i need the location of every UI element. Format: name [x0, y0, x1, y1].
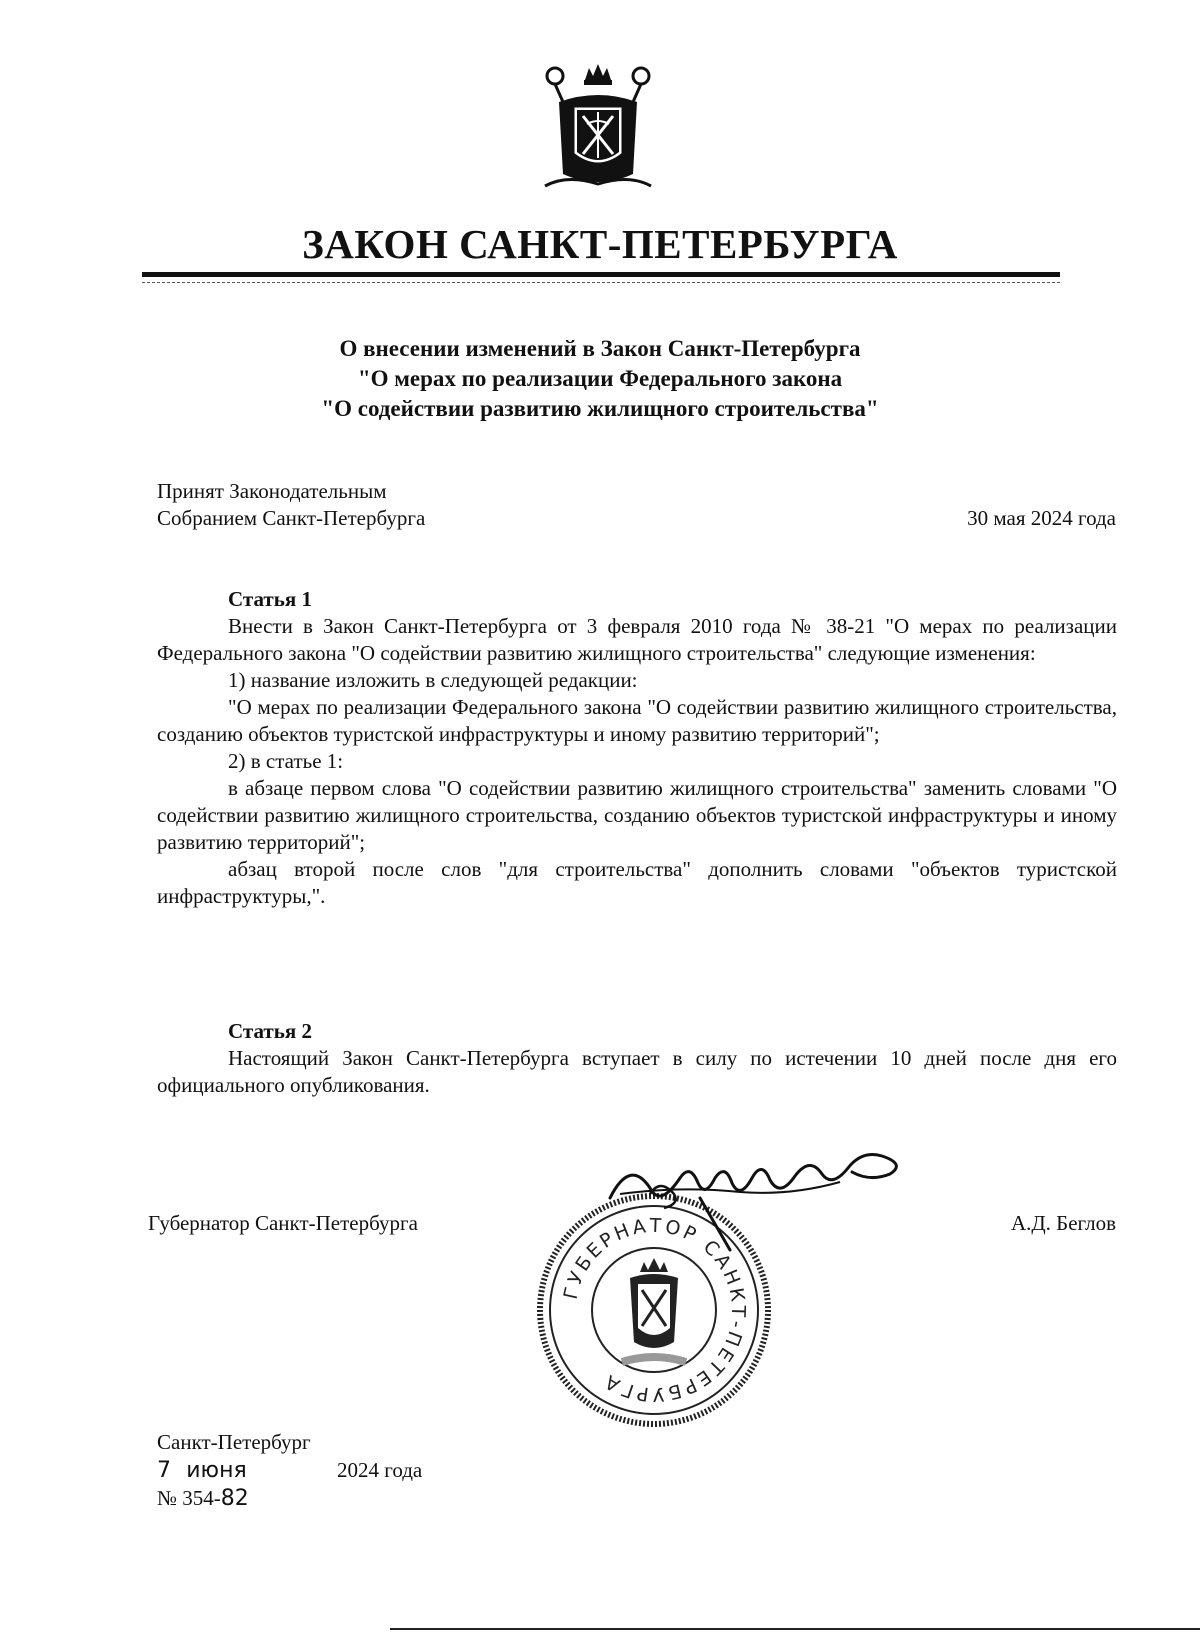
signing-date — [157, 1457, 247, 1484]
adoption-line-1: Принят Законодательным — [157, 479, 387, 503]
article-1-paragraph: 2) в статье 1: — [228, 749, 344, 773]
article-2-body — [157, 1045, 1117, 1099]
title-divider-thin — [142, 282, 1060, 283]
signing-place: Санкт-Петербург — [157, 1430, 311, 1454]
subtitle-line-2: "О мерах по реализации Федерального закона — [357, 366, 843, 391]
article-1-paragraph: "О мерах по реализации Федерального закона "О содействии развитию жилищного строительства, созданию объектов туристской инфраструктуры и иному развитию территорий"; — [157, 695, 1117, 746]
law-subtitle — [0, 334, 1200, 424]
law-title: ЗАКОН САНКТ-ПЕТЕРБУРГА — [302, 221, 898, 267]
law-number-suffix: 82 — [220, 1486, 249, 1511]
article-2-heading: Статья 2 — [228, 1019, 312, 1043]
article-2-paragraph: Настоящий Закон Санкт-Петербурга вступает в силу по истечении 10 дней после дня его официального опубликования. — [157, 1046, 1117, 1097]
subtitle-line-3: "О содействии развитию жилищного строительства" — [321, 396, 879, 421]
adoption-date: 30 мая 2024 года — [967, 506, 1116, 530]
title-divider — [142, 272, 1060, 277]
article-1-paragraph: в абзаце первом слова "О содействии развитию жилищного строительства" заменить словами "О содействии развитию жилищного строительства, созданию объектов туристской инфраструктуры и иному развитию территорий"; — [157, 776, 1117, 854]
coat-of-arms-icon — [537, 62, 659, 198]
article-1-heading: Статья 1 — [228, 587, 312, 611]
subtitle-line-1: О внесении изменений в Закон Санкт-Петербурга — [339, 336, 861, 361]
governor-title: Губернатор Санкт-Петербурга — [148, 1211, 418, 1235]
signing-year: 2024 года — [337, 1458, 423, 1482]
law-number-prefix: № 354- — [157, 1486, 221, 1510]
signing-month: июня — [186, 1458, 247, 1483]
article-1-paragraph: Внести в Закон Санкт-Петербурга от 3 февраля 2010 года № 38-21 "О мерах по реализации Федерального закона "О содействии развитию жилищного строительства" следующие изменения: — [157, 614, 1117, 665]
page-bottom-edge — [390, 1628, 1200, 1630]
law-number — [157, 1485, 249, 1512]
article-1-paragraph: 1) название изложить в следующей редакции: — [228, 668, 638, 692]
handwritten-signature-icon — [590, 1138, 950, 1258]
governor-name: А.Д. Беглов — [1010, 1211, 1116, 1235]
article-1-paragraph: абзац второй после слов "для строительства" дополнить словами "объектов туристской инфраструктуры,". — [157, 857, 1117, 908]
adoption-statement — [157, 478, 425, 532]
signing-day: 7 — [157, 1458, 171, 1483]
article-1-body — [157, 613, 1117, 910]
adoption-line-2: Собранием Санкт-Петербурга — [157, 506, 426, 530]
seal-text: ГУБЕРНАТОР САНКТ-ПЕТЕРБУРГА — [559, 1214, 750, 1406]
